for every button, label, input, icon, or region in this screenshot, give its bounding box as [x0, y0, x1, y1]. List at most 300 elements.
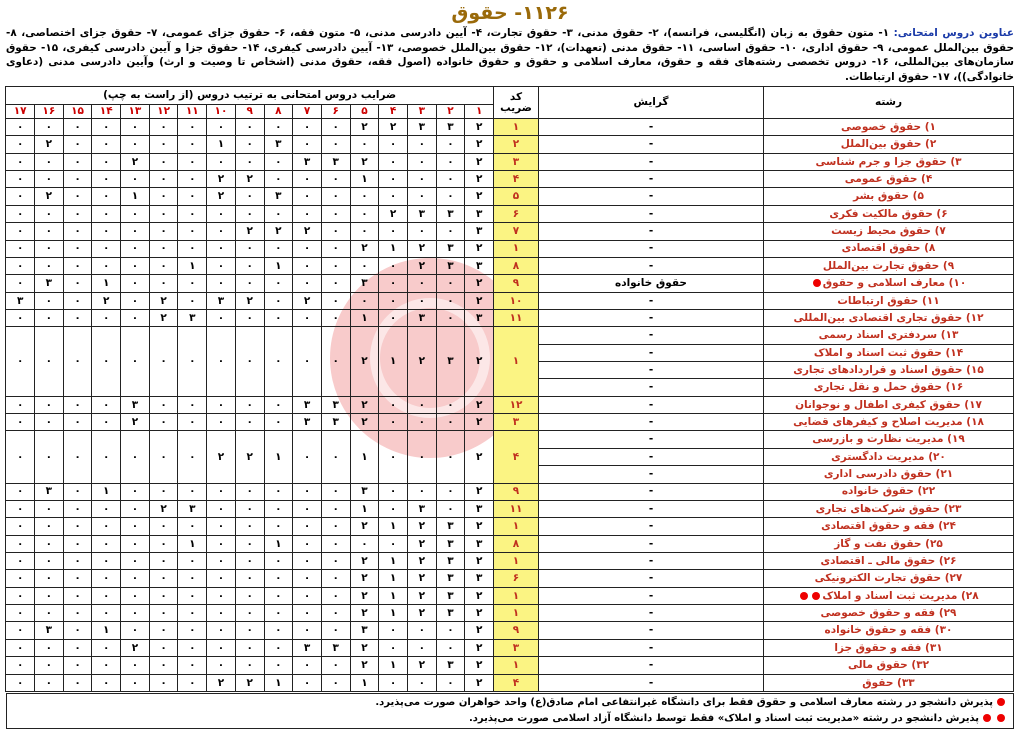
- coefficient-cell: ۰: [207, 483, 236, 500]
- coefficient-cell: ۰: [6, 414, 35, 431]
- coefficient-cell: ۲: [465, 136, 494, 153]
- red-dot-icon: [813, 279, 821, 287]
- coefficient-cell: ۰: [379, 535, 408, 552]
- coefficient-cell: ۰: [321, 257, 350, 274]
- coefficient-cell: ۰: [121, 205, 150, 222]
- coefficient-cell: ۳: [35, 275, 64, 292]
- coefficient-cell: ۰: [121, 292, 150, 309]
- major-cell: [764, 240, 1014, 257]
- coefficient-cell: ۰: [407, 136, 436, 153]
- coefficient-cell: ۰: [92, 674, 121, 692]
- coefficient-cell: ۰: [6, 657, 35, 674]
- coefficient-cell: ۰: [35, 309, 64, 326]
- major-name: ۱۱) حقوق ارتباطات: [837, 294, 940, 307]
- coefficient-cell: ۰: [121, 119, 150, 136]
- coefficient-cell: ۰: [35, 431, 64, 483]
- major-name: ۲۱) حقوق دادرسی اداری: [823, 468, 954, 481]
- major-name: ۳) حقوق جزا و جرم شناسی: [815, 155, 962, 168]
- coefficient-cell: ۰: [321, 657, 350, 674]
- coefficient-cell: ۰: [321, 171, 350, 188]
- coefficient-cell: ۱: [379, 605, 408, 622]
- coefficient-cell: ۲: [293, 223, 322, 240]
- coefficient-cell: ۲: [407, 327, 436, 396]
- coefficient-cell: ۰: [149, 535, 178, 552]
- major-name: ۲۸) مدیریت ثبت اسناد و املاک: [822, 589, 979, 602]
- code-cell: ۱: [494, 587, 539, 604]
- orientation-cell: -: [539, 309, 764, 326]
- coefficient-cell: ۳: [407, 205, 436, 222]
- coefficient-cell: ۰: [178, 518, 207, 535]
- coefficient-cell: ۳: [321, 639, 350, 656]
- major-cell: [764, 674, 1014, 692]
- coefficient-cell: ۰: [63, 205, 92, 222]
- coefficient-cell: ۰: [207, 605, 236, 622]
- coefficient-cell: ۰: [6, 309, 35, 326]
- coefficients-header: ضرایب دروس امتحانی به ترتیب دروس (از راست به چپ): [6, 87, 494, 105]
- coefficient-cell: ۰: [92, 119, 121, 136]
- coefficient-cell: ۰: [293, 431, 322, 483]
- coefficient-cell: ۰: [207, 257, 236, 274]
- coefficient-cell: ۰: [63, 292, 92, 309]
- coefficient-cell: ۳: [35, 622, 64, 639]
- coefficient-cell: ۳: [321, 153, 350, 170]
- orientation-cell: -: [539, 153, 764, 170]
- coefficient-cell: ۰: [264, 153, 293, 170]
- major-name: ۷) حقوق محیط زیست: [831, 225, 946, 238]
- coefficient-cell: ۰: [350, 292, 379, 309]
- coefficient-cell: ۳: [350, 483, 379, 500]
- major-name: ۲) حقوق بین‌الملل: [840, 138, 937, 151]
- coefficient-cell: ۰: [121, 136, 150, 153]
- major-cell: [764, 483, 1014, 500]
- coefficient-cell: ۰: [121, 483, 150, 500]
- table-row: [6, 605, 1014, 622]
- coefficient-cell: ۰: [178, 240, 207, 257]
- coefficient-cell: ۲: [350, 518, 379, 535]
- coefficient-cell: ۰: [235, 518, 264, 535]
- major-cell: [764, 257, 1014, 274]
- coefficient-cell: ۰: [35, 552, 64, 569]
- coefficient-cell: ۰: [321, 552, 350, 569]
- coefficient-cell: ۰: [35, 605, 64, 622]
- orientation-cell: -: [539, 466, 764, 483]
- coefficient-cell: ۰: [92, 188, 121, 205]
- coefficient-cell: ۲: [407, 535, 436, 552]
- coefficient-cell: ۲: [407, 657, 436, 674]
- coefficient-cell: ۰: [321, 500, 350, 517]
- coefficient-cell: ۳: [207, 292, 236, 309]
- coefficient-cell: ۰: [379, 275, 408, 292]
- coefficient-cell: ۰: [293, 309, 322, 326]
- coefficient-cell: ۰: [436, 639, 465, 656]
- coefficient-cell: ۰: [63, 587, 92, 604]
- major-cell: [764, 639, 1014, 656]
- coefficient-cell: ۰: [149, 605, 178, 622]
- coefficient-cell: ۱: [92, 483, 121, 500]
- coefficient-cell: ۲: [92, 292, 121, 309]
- coefficient-cell: ۰: [379, 674, 408, 692]
- coefficient-cell: ۰: [178, 205, 207, 222]
- coefficient-cell: ۲: [207, 188, 236, 205]
- table-row: [6, 309, 1014, 326]
- coefficient-cell: ۰: [350, 223, 379, 240]
- orientation-cell: -: [539, 518, 764, 535]
- column-number: ۱۳: [121, 105, 150, 119]
- coefficient-cell: ۰: [293, 205, 322, 222]
- column-number: ۱۲: [149, 105, 178, 119]
- coefficient-cell: ۰: [350, 535, 379, 552]
- coefficient-cell: ۰: [35, 223, 64, 240]
- coefficient-cell: ۰: [264, 309, 293, 326]
- red-dot-icon: [983, 714, 991, 722]
- orientation-cell: -: [539, 431, 764, 448]
- coefficient-cell: ۰: [178, 153, 207, 170]
- coefficient-cell: ۱: [264, 431, 293, 483]
- coefficient-cell: ۲: [465, 240, 494, 257]
- coefficient-cell: ۰: [178, 414, 207, 431]
- major-name: ۲۰) مدیریت دادگستری: [831, 450, 946, 463]
- coefficient-cell: ۰: [121, 622, 150, 639]
- coefficient-cell: ۰: [350, 188, 379, 205]
- coefficient-cell: ۰: [436, 396, 465, 413]
- coefficient-cell: ۲: [379, 119, 408, 136]
- coefficient-cell: ۲: [235, 171, 264, 188]
- coefficient-cell: ۰: [92, 518, 121, 535]
- column-number: ۳: [407, 105, 436, 119]
- coefficient-cell: ۰: [63, 605, 92, 622]
- code-cell: ۸: [494, 257, 539, 274]
- coefficient-cell: ۰: [149, 275, 178, 292]
- coefficient-cell: ۰: [436, 622, 465, 639]
- coefficient-cell: ۰: [92, 414, 121, 431]
- coefficient-cell: ۰: [264, 518, 293, 535]
- coefficient-cell: ۰: [63, 639, 92, 656]
- coefficient-cell: ۰: [121, 500, 150, 517]
- column-number: ۲: [436, 105, 465, 119]
- major-name: ۲۵) حقوق نفت و گاز: [834, 537, 943, 550]
- coefficient-cell: ۲: [407, 570, 436, 587]
- coefficient-table: [6, 86, 1014, 692]
- coefficient-cell: ۰: [149, 188, 178, 205]
- coefficient-cell: ۰: [407, 292, 436, 309]
- coefficient-cell: ۱: [178, 535, 207, 552]
- coefficient-cell: ۰: [92, 396, 121, 413]
- coefficient-cell: ۲: [35, 136, 64, 153]
- coefficient-cell: ۳: [321, 396, 350, 413]
- coefficient-cell: ۰: [235, 552, 264, 569]
- coefficient-cell: ۰: [321, 223, 350, 240]
- coefficient-cell: ۲: [235, 674, 264, 692]
- coefficient-cell: ۰: [207, 639, 236, 656]
- coefficient-cell: ۳: [436, 240, 465, 257]
- code-cell: ۱: [494, 605, 539, 622]
- coefficient-cell: ۰: [35, 587, 64, 604]
- orientation-cell: -: [539, 483, 764, 500]
- coefficient-cell: ۰: [321, 136, 350, 153]
- major-cell: [764, 205, 1014, 222]
- coefficient-cell: ۰: [207, 414, 236, 431]
- coefficient-cell: ۰: [235, 275, 264, 292]
- major-cell: [764, 396, 1014, 413]
- coefficient-cell: ۲: [293, 292, 322, 309]
- coefficient-cell: ۰: [407, 188, 436, 205]
- coefficient-cell: ۰: [436, 275, 465, 292]
- coefficient-cell: ۰: [6, 518, 35, 535]
- coefficient-cell: ۲: [350, 153, 379, 170]
- coefficient-cell: ۲: [465, 171, 494, 188]
- page-title: ۱۱۲۶- حقوق: [451, 2, 569, 24]
- coefficient-cell: ۰: [63, 275, 92, 292]
- coefficient-cell: ۰: [407, 622, 436, 639]
- coefficient-cell: ۰: [35, 153, 64, 170]
- code-cell: ۱۰: [494, 292, 539, 309]
- coefficient-cell: ۲: [465, 605, 494, 622]
- coefficient-cell: ۰: [121, 223, 150, 240]
- coefficient-cell: ۱: [264, 257, 293, 274]
- table-row: [6, 240, 1014, 257]
- coefficient-cell: ۲: [465, 292, 494, 309]
- coefficient-cell: ۰: [235, 188, 264, 205]
- coefficient-cell: ۰: [121, 327, 150, 396]
- coefficient-cell: ۰: [35, 257, 64, 274]
- coefficient-cell: ۰: [6, 605, 35, 622]
- coefficient-cell: ۲: [350, 414, 379, 431]
- coefficient-cell: ۲: [350, 587, 379, 604]
- coefficient-cell: ۰: [149, 657, 178, 674]
- coefficient-cell: ۰: [264, 552, 293, 569]
- footnotes: [6, 693, 1014, 729]
- coefficient-cell: ۰: [207, 622, 236, 639]
- orientation-cell: -: [539, 292, 764, 309]
- coefficient-cell: ۰: [6, 483, 35, 500]
- coefficient-cell: ۲: [149, 292, 178, 309]
- coefficient-cell: ۳: [436, 587, 465, 604]
- code-cell: ۱: [494, 657, 539, 674]
- coefficient-cell: ۰: [264, 119, 293, 136]
- table-row: [6, 223, 1014, 240]
- table-row: [6, 674, 1014, 692]
- coefficient-cell: ۳: [407, 119, 436, 136]
- coefficient-cell: ۰: [92, 535, 121, 552]
- coefficient-cell: ۲: [350, 240, 379, 257]
- coefficient-cell: ۰: [178, 396, 207, 413]
- coefficient-cell: ۳: [436, 257, 465, 274]
- major-name: ۳۳) حقوق: [862, 676, 915, 689]
- coefficient-cell: ۰: [436, 431, 465, 483]
- coefficient-cell: ۰: [149, 119, 178, 136]
- coefficient-cell: ۰: [293, 240, 322, 257]
- coefficient-cell: ۰: [264, 292, 293, 309]
- coefficient-cell: ۰: [293, 119, 322, 136]
- coefficient-cell: ۰: [379, 431, 408, 483]
- major-cell: [764, 587, 1014, 604]
- coefficient-cell: ۰: [35, 396, 64, 413]
- orientation-cell: حقوق خانواده: [539, 275, 764, 292]
- major-cell: [764, 188, 1014, 205]
- coefficient-cell: ۰: [264, 171, 293, 188]
- coefficient-cell: ۰: [6, 205, 35, 222]
- coefficient-cell: ۰: [235, 257, 264, 274]
- coefficient-cell: ۲: [149, 309, 178, 326]
- major-cell: [764, 327, 1014, 344]
- major-cell: [764, 362, 1014, 379]
- coefficient-cell: ۲: [350, 552, 379, 569]
- code-cell: ۵: [494, 188, 539, 205]
- coefficient-cell: ۱: [379, 552, 408, 569]
- coefficient-cell: ۰: [379, 309, 408, 326]
- major-name: ۳۰) فقه و حقوق خانواده: [824, 624, 953, 637]
- coefficient-cell: ۰: [149, 257, 178, 274]
- coefficient-cell: ۰: [207, 518, 236, 535]
- coefficient-cell: ۰: [149, 483, 178, 500]
- orientation-cell: -: [539, 552, 764, 569]
- code-cell: ۸: [494, 535, 539, 552]
- coefficient-cell: ۳: [465, 257, 494, 274]
- coefficient-cell: ۳: [436, 518, 465, 535]
- coefficient-cell: ۰: [379, 483, 408, 500]
- coefficient-cell: ۰: [264, 500, 293, 517]
- coefficient-cell: ۰: [178, 674, 207, 692]
- coefficient-cell: ۲: [465, 622, 494, 639]
- major-name: ۱) حقوق خصوصی: [841, 120, 936, 133]
- coefficient-cell: ۰: [121, 171, 150, 188]
- coefficient-cell: ۲: [407, 257, 436, 274]
- coefficient-cell: ۲: [465, 657, 494, 674]
- coefficient-cell: ۰: [92, 223, 121, 240]
- coefficient-cell: ۰: [407, 639, 436, 656]
- coefficient-cell: ۰: [436, 292, 465, 309]
- major-name: ۲۷) حقوق تجارت الکترونیکی: [814, 572, 963, 585]
- coefficient-cell: ۱: [379, 518, 408, 535]
- coefficient-cell: ۰: [379, 396, 408, 413]
- coefficient-cell: ۰: [178, 136, 207, 153]
- major-cell: [764, 570, 1014, 587]
- coefficient-cell: ۰: [63, 431, 92, 483]
- coefficient-cell: ۰: [63, 223, 92, 240]
- coefficient-cell: ۰: [178, 275, 207, 292]
- coefficient-cell: ۰: [235, 396, 264, 413]
- coefficient-cell: ۳: [436, 535, 465, 552]
- coefficient-cell: ۰: [235, 622, 264, 639]
- column-number: ۷: [293, 105, 322, 119]
- orientation-cell: -: [539, 362, 764, 379]
- coefficient-cell: ۰: [207, 240, 236, 257]
- major-cell: [764, 223, 1014, 240]
- coefficient-cell: ۲: [465, 587, 494, 604]
- column-number: ۱۱: [178, 105, 207, 119]
- coefficient-cell: ۰: [293, 518, 322, 535]
- coefficient-cell: ۳: [350, 622, 379, 639]
- table-row: [6, 188, 1014, 205]
- coefficient-cell: ۳: [350, 275, 379, 292]
- code-cell: ۳: [494, 414, 539, 431]
- coefficient-cell: ۰: [149, 570, 178, 587]
- coefficient-cell: ۰: [321, 292, 350, 309]
- table-row: [6, 292, 1014, 309]
- coefficient-cell: ۰: [6, 223, 35, 240]
- coefficient-cell: ۰: [6, 136, 35, 153]
- coefficient-cell: ۳: [264, 136, 293, 153]
- major-cell: [764, 171, 1014, 188]
- coefficient-cell: ۰: [379, 257, 408, 274]
- coefficient-cell: ۰: [207, 500, 236, 517]
- coefficient-cell: ۳: [436, 552, 465, 569]
- coefficient-cell: ۲: [465, 396, 494, 413]
- coefficient-cell: ۰: [121, 275, 150, 292]
- coefficient-cell: ۰: [235, 587, 264, 604]
- coefficient-cell: ۰: [6, 570, 35, 587]
- coefficient-cell: ۰: [6, 500, 35, 517]
- coefficient-cell: ۰: [264, 657, 293, 674]
- coefficient-cell: ۲: [465, 188, 494, 205]
- table-row: [6, 119, 1014, 136]
- coefficient-cell: ۰: [407, 396, 436, 413]
- coefficient-cell: ۰: [149, 171, 178, 188]
- coefficient-cell: ۲: [350, 639, 379, 656]
- column-number: ۶: [321, 105, 350, 119]
- coefficient-cell: ۰: [264, 605, 293, 622]
- major-name: ۸) حقوق اقتصادی: [841, 242, 936, 255]
- orientation-cell: -: [539, 535, 764, 552]
- coefficient-cell: ۳: [436, 570, 465, 587]
- table-row: [6, 552, 1014, 569]
- code-cell: ۶: [494, 570, 539, 587]
- coefficient-cell: ۰: [121, 674, 150, 692]
- coefficient-cell: ۰: [35, 205, 64, 222]
- coefficient-cell: ۳: [465, 535, 494, 552]
- coefficient-cell: ۰: [350, 136, 379, 153]
- coefficient-cell: ۰: [293, 674, 322, 692]
- orientation-cell: -: [539, 171, 764, 188]
- coefficient-cell: ۳: [465, 223, 494, 240]
- code-cell: ۹: [494, 483, 539, 500]
- coefficient-cell: ۰: [321, 674, 350, 692]
- coefficient-cell: ۰: [6, 552, 35, 569]
- table-row: [6, 205, 1014, 222]
- column-number: ۱۶: [35, 105, 64, 119]
- coefficient-cell: ۰: [321, 535, 350, 552]
- coefficient-cell: ۰: [92, 570, 121, 587]
- major-name: ۹) حقوق تجارت بین‌الملل: [822, 259, 955, 272]
- coefficient-cell: ۳: [407, 500, 436, 517]
- coefficient-cell: ۲: [465, 275, 494, 292]
- red-dot-icon: [800, 592, 808, 600]
- coefficient-cell: ۰: [293, 171, 322, 188]
- coefficient-cell: ۲: [235, 292, 264, 309]
- orientation-cell: -: [539, 587, 764, 604]
- coefficient-cell: ۳: [293, 639, 322, 656]
- coefficient-cell: ۰: [321, 327, 350, 396]
- coefficient-cell: ۰: [235, 500, 264, 517]
- coefficient-cell: ۰: [436, 414, 465, 431]
- coefficient-cell: ۰: [321, 188, 350, 205]
- coefficient-cell: ۰: [264, 205, 293, 222]
- coefficient-cell: ۰: [63, 500, 92, 517]
- coefficient-cell: ۰: [207, 153, 236, 170]
- code-cell: ۹: [494, 275, 539, 292]
- table-row: [6, 171, 1014, 188]
- coefficient-cell: ۰: [321, 431, 350, 483]
- coefficient-cell: ۰: [6, 587, 35, 604]
- coefficient-cell: ۲: [465, 119, 494, 136]
- code-cell: ۲: [494, 136, 539, 153]
- coefficient-cell: ۰: [321, 605, 350, 622]
- major-name: ۵) حقوق بشر: [853, 190, 924, 203]
- coefficient-cell: ۱: [264, 535, 293, 552]
- coefficient-cell: ۲: [235, 223, 264, 240]
- code-cell: ۱: [494, 327, 539, 396]
- coefficient-cell: ۰: [35, 639, 64, 656]
